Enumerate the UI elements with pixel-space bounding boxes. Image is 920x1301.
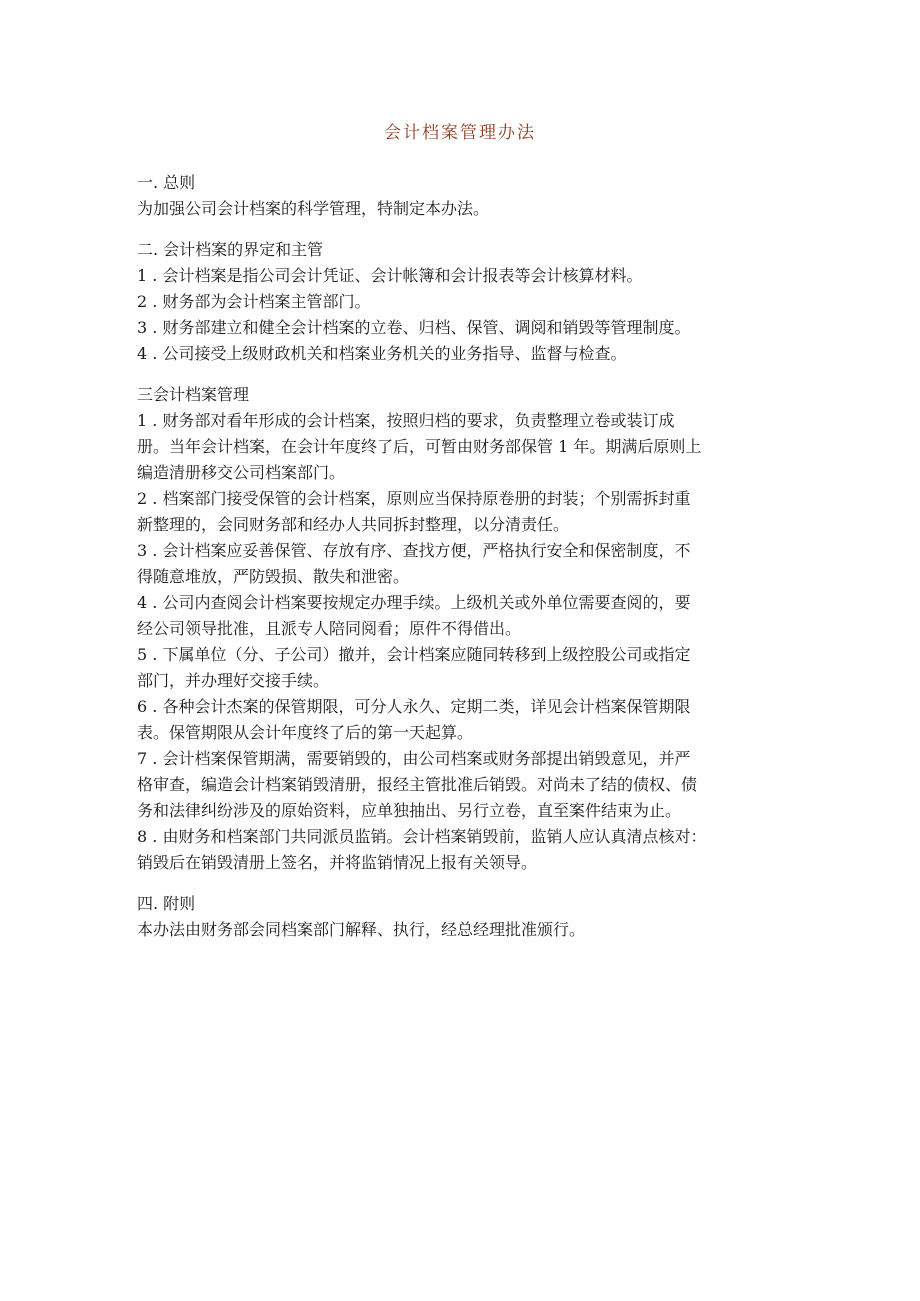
paragraph-line: 2 . 财务部为会计档案主管部门。 (137, 292, 371, 311)
paragraph-line: 7 . 会计档案保管期满，需要销毁的，由公司档案或财务部提出销毁意见，并严 (137, 749, 691, 768)
paragraph-line: 册。当年会计档案，在会计年度终了后，可暂由财务部保管 1 年。期满后原则上 (137, 437, 702, 456)
paragraph-line: 经公司领导批准，且派专人陪同阅看；原件不得借出。 (137, 619, 522, 638)
paragraph-line: 为加强公司会计档案的科学管理，特制定本办法。 (137, 199, 490, 218)
section-general (137, 170, 797, 222)
paragraph-line: 3 . 财务部建立和健全会计档案的立卷、归档、保管、调阅和销毁等管理制度。 (137, 318, 691, 337)
paragraph-line: 本办法由财务部会同档案部门解释、执行，经总经理批准颁行。 (137, 920, 586, 939)
paragraph-line: 得随意堆放，严防毁损、散失和泄密。 (137, 567, 410, 586)
paragraph-line: 销毁后在销毁清册上签名，并将监销情况上报有关领导。 (137, 853, 538, 872)
paragraph-line: 1 . 财务部对看年形成的会计档案，按照归档的要求，负责整理立卷或装订成 (137, 411, 675, 430)
section-management (137, 382, 797, 876)
paragraph-line: 5 . 下属单位（分、子公司）撤并，会计档案应随同转移到上级控股公司或指定 (137, 645, 691, 664)
section-appendix (137, 891, 797, 943)
paragraph-line: 8 . 由财务和档案部门共同派员监销。会计档案销毁前，监销人应认真清点核对： (137, 827, 707, 846)
document-title: 会计档案管理办法 (384, 123, 536, 143)
paragraph-line: 表。保管期限从会计年度终了后的第一天起算。 (137, 723, 474, 742)
document-body (137, 170, 797, 958)
paragraph-line: 编造清册移交公司档案部门。 (137, 463, 346, 482)
paragraph-line: 6 . 各种会计杰案的保管期限，可分人永久、定期二类，详见会计档案保管期限 (137, 697, 691, 716)
paragraph-line: 务和法律纠纷涉及的原始资料，应单独抽出、另行立卷，直至案件结束为止。 (137, 801, 682, 820)
paragraph-line: 格审查，编造会计档案销毁清册，报经主管批准后销毁。对尚未了结的债权、债 (137, 775, 698, 794)
paragraph-line: 4 . 公司接受上级财政机关和档案业务机关的业务指导、监督与检查。 (137, 344, 627, 363)
section-heading: 一. 总则 (137, 173, 196, 192)
section-heading: 四. 附则 (137, 894, 196, 913)
paragraph-line: 3 . 会计档案应妥善保管、存放有序、查找方便，严格执行安全和保密制度，不 (137, 541, 691, 560)
paragraph-line: 1 . 会计档案是指公司会计凭证、会计帐簿和会计报表等会计核算材料。 (137, 266, 643, 285)
section-heading: 三会计档案管理 (137, 385, 250, 404)
paragraph-line: 部门，并办理好交接手续。 (137, 671, 330, 690)
paragraph-line: 4 . 公司内查阅会计档案要按规定办理手续。上级机关或外单位需要查阅的，要 (137, 593, 691, 612)
paragraph-line: 新整理的，会同财务部和经办人共同拆封整理，以分清责任。 (137, 515, 570, 534)
section-definition (137, 237, 797, 367)
paragraph-line: 2 . 档案部门接受保管的会计档案，原则应当保持原卷册的封装；个别需拆封重 (137, 489, 691, 508)
section-heading: 二. 会计档案的界定和主管 (137, 240, 324, 259)
